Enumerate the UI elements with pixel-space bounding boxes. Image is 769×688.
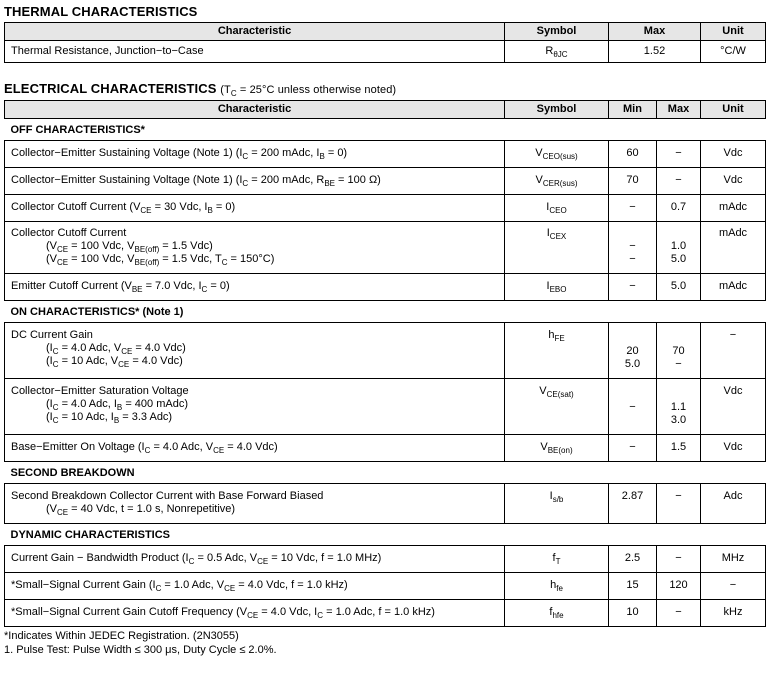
cell-min: 2.5 (609, 546, 657, 573)
cell-max: − (657, 168, 701, 195)
cell-unit: °C/W (701, 41, 766, 63)
table-row (5, 141, 766, 168)
cell-min: − (609, 435, 657, 462)
section-title: SECOND BREAKDOWN (5, 462, 766, 484)
cell-unit: − (701, 323, 766, 379)
header-max: Max (609, 23, 701, 41)
table-row (5, 435, 766, 462)
header-unit: Unit (701, 23, 766, 41)
cell-max: − (657, 141, 701, 168)
cell-symbol: $h_{fe}$ (505, 573, 609, 600)
cell-symbol: $I_{s/b}$ (505, 484, 609, 524)
section-second-breakdown (5, 462, 766, 484)
cell-unit: Vdc (701, 168, 766, 195)
cell-characteristic: DC Current Gain ($I_C = 4.0$ Adc, $V_{CE} = 4.0$ Vdc) ($I_C = 10$ Adc, $V_{CE} = 4.0$ Vdc) (5, 323, 505, 379)
electrical-note: ($T_C = 25^\circ C$ unless otherwise noted) (220, 84, 397, 99)
cell-max: 0.7 (657, 195, 701, 222)
footnote-jedec: *Indicates Within JEDEC Registration. (2N3055) (4, 630, 239, 642)
cell-symbol: $f_{hfe}$ (505, 600, 609, 627)
cell-characteristic: Collector−Emitter Sustaining Voltage (Note 1) ($I_C = 200$ mAdc, $R_{BE} = 100$ Ω) (5, 168, 505, 195)
table-row (5, 484, 766, 524)
cell-symbol: $V_{CEO(sus)}$ (505, 141, 609, 168)
table-row (5, 274, 766, 301)
section-off (5, 119, 766, 141)
cell-characteristic: Collector Cutoff Current ($V_{CE} = 100$ Vdc, $V_{BE(off)} = 1.5$ Vdc) ($V_{CE} = 100$ Vdc, $V_{BE(off)} = 1.5$ Vdc, $T_C = 150^\circ C$) (5, 222, 505, 274)
cell-characteristic: Thermal Resistance, Junction−to−Case (5, 41, 505, 63)
cell-max: − (657, 600, 701, 627)
cell-max: 70 − (657, 323, 701, 379)
cell-characteristic: Current Gain − Bandwidth Product ($I_C = 0.5$ Adc, $V_{CE} = 10$ Vdc, f = 1.0 MHz) (5, 546, 505, 573)
section-title: ON CHARACTERISTICS* (Note 1) (5, 301, 766, 323)
cell-unit: − (701, 573, 766, 600)
table-row (5, 573, 766, 600)
table-row (5, 379, 766, 435)
cell-symbol: $h_{FE}$ (505, 323, 609, 379)
table-row (5, 168, 766, 195)
cell-symbol: $V_{CE(sat)}$ (505, 379, 609, 435)
header-min: Min (609, 101, 657, 119)
cell-min: − (609, 195, 657, 222)
cell-min: 70 (609, 168, 657, 195)
header-max: Max (657, 101, 701, 119)
cell-max: 1.1 3.0 (657, 379, 701, 435)
cell-unit: mAdc (701, 195, 766, 222)
header-symbol: Symbol (505, 101, 609, 119)
cell-characteristic: Second Breakdown Collector Current with Base Forward Biased ($V_{CE} = 40$ Vdc, t = 1.0 s, Nonrepetitive) (5, 484, 505, 524)
cell-unit: mAdc (701, 274, 766, 301)
section-title: DYNAMIC CHARACTERISTICS (5, 524, 766, 546)
cell-symbol: $I_{CEO}$ (505, 195, 609, 222)
cell-symbol: $f_T$ (505, 546, 609, 573)
electrical-header-row (5, 101, 766, 119)
cell-characteristic: Collector−Emitter Saturation Voltage ($I_C = 4.0$ Adc, $I_B = 400$ mAdc) ($I_C = 10$ Adc, $I_B = 3.3$ Adc) (5, 379, 505, 435)
section-dynamic (5, 524, 766, 546)
cell-min: 60 (609, 141, 657, 168)
cell-symbol: $I_{EBO}$ (505, 274, 609, 301)
cell-symbol: $V_{BE(on)}$ (505, 435, 609, 462)
electrical-table (4, 100, 766, 627)
section-on (5, 301, 766, 323)
cell-max: 1.5 (657, 435, 701, 462)
cell-max: 120 (657, 573, 701, 600)
cell-min: 10 (609, 600, 657, 627)
header-unit: Unit (701, 101, 766, 119)
table-row (5, 323, 766, 379)
cell-symbol: $I_{CEX}$ (505, 222, 609, 274)
cell-characteristic: Collector Cutoff Current ($V_{CE} = 30$ Vdc, $I_B = 0$) (5, 195, 505, 222)
table-row (5, 600, 766, 627)
cell-max: 1.0 5.0 (657, 222, 701, 274)
thermal-title: THERMAL CHARACTERISTICS (4, 4, 198, 19)
cell-unit: Vdc (701, 379, 766, 435)
cell-unit: kHz (701, 600, 766, 627)
thermal-header-row (5, 23, 766, 41)
electrical-title: ELECTRICAL CHARACTERISTICS ($T_C = 25^\circ C$ unless otherwise noted) (4, 81, 397, 99)
section-title: OFF CHARACTERISTICS* (5, 119, 766, 141)
cell-symbol: $R_{\theta JC}$ (505, 41, 609, 63)
header-characteristic: Characteristic (5, 23, 505, 41)
table-row (5, 222, 766, 274)
cell-unit: Adc (701, 484, 766, 524)
cell-max: − (657, 546, 701, 573)
cell-max: 1.52 (609, 41, 701, 63)
footnote-pulse-test: 1. Pulse Test: Pulse Width ≤ 300 μs, Duty Cycle ≤ 2.0%. (4, 644, 277, 656)
cell-characteristic: Emitter Cutoff Current ($V_{BE} = 7.0$ Vdc, $I_C = 0$) (5, 274, 505, 301)
table-row (5, 546, 766, 573)
cell-unit: MHz (701, 546, 766, 573)
header-characteristic: Characteristic (5, 101, 505, 119)
cell-characteristic: Base−Emitter On Voltage ($I_C = 4.0$ Adc, $V_{CE} = 4.0$ Vdc) (5, 435, 505, 462)
cell-min: − (609, 274, 657, 301)
cell-min: − − (609, 222, 657, 274)
cell-characteristic: Collector−Emitter Sustaining Voltage (Note 1) ($I_C = 200$ mAdc, $I_B = 0$) (5, 141, 505, 168)
cell-min: 20 5.0 (609, 323, 657, 379)
cell-unit: Vdc (701, 141, 766, 168)
cell-characteristic: *Small−Signal Current Gain ($I_C = 1.0$ Adc, $V_{CE} = 4.0$ Vdc, f = 1.0 kHz) (5, 573, 505, 600)
thermal-table (4, 22, 766, 63)
datasheet-page (4, 0, 765, 657)
cell-unit: Vdc (701, 435, 766, 462)
cell-unit: mAdc (701, 222, 766, 274)
table-row (5, 195, 766, 222)
footnotes (4, 629, 765, 657)
cell-min: 15 (609, 573, 657, 600)
cell-characteristic: *Small−Signal Current Gain Cutoff Frequency ($V_{CE} = 4.0$ Vdc, $I_C = 1.0$ Adc, f = 1.0 kHz) (5, 600, 505, 627)
cell-min: 2.87 (609, 484, 657, 524)
table-row (5, 41, 766, 63)
cell-symbol: $V_{CER(sus)}$ (505, 168, 609, 195)
header-symbol: Symbol (505, 23, 609, 41)
cell-max: − (657, 484, 701, 524)
cell-min: − (609, 379, 657, 435)
cell-max: 5.0 (657, 274, 701, 301)
